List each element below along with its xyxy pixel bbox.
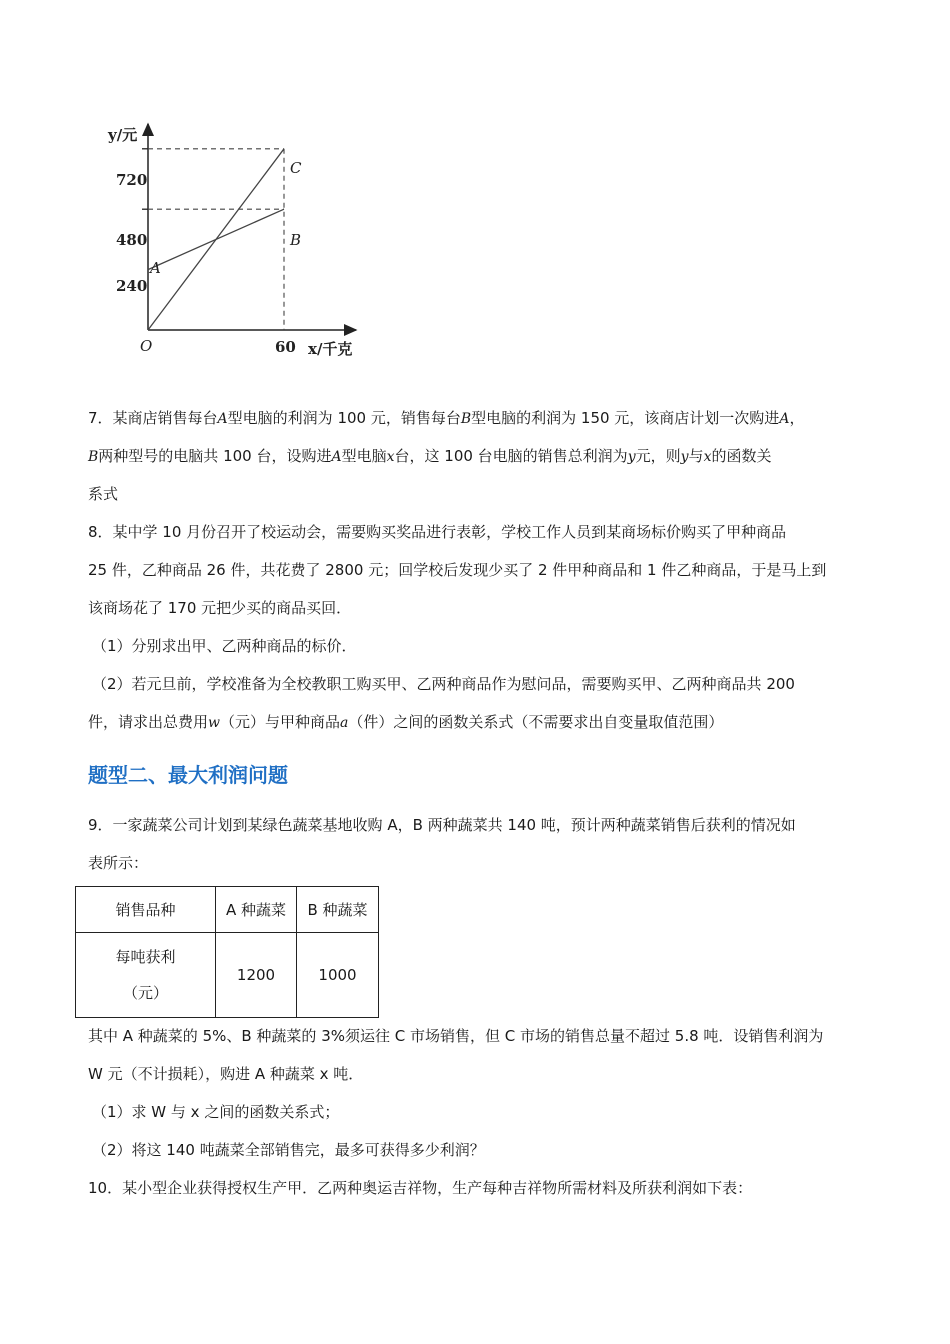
q7-text: 元，则	[635, 447, 681, 465]
q9-line-3: 其中 A 种蔬菜的 5%、B 种蔬菜的 3%须运往 C 市场销售，但 C 市场的销售总量不超过 5.8 吨．设销售利润为	[88, 1027, 824, 1045]
q7-text: 两种型号的电脑共 100 台，设购进	[98, 447, 332, 465]
var-a: A	[217, 411, 228, 427]
q7-line-2	[88, 446, 771, 467]
var-w: w	[208, 715, 220, 731]
var-a: A	[779, 411, 790, 427]
x-tick-60: 60	[275, 338, 296, 356]
series-lines	[148, 149, 284, 330]
y-tick-720: 720	[116, 171, 148, 189]
x-axis-label: x/千克	[308, 340, 353, 358]
q8-line-3: 该商场花了 170 元把少买的商品买回．	[88, 599, 352, 617]
origin-label: O	[140, 337, 153, 355]
q7-text: 的函数关	[711, 447, 772, 465]
table-row	[76, 933, 379, 1018]
q8-part-1: （1）分别求出甲、乙两种商品的标价．	[92, 637, 357, 655]
dashed-guides	[142, 149, 284, 330]
point-b-label: B	[290, 231, 302, 249]
table-row	[76, 887, 379, 933]
q8-text: 件，请求出总费用	[88, 713, 209, 731]
var-x: x	[703, 449, 712, 465]
q7-text: ，	[789, 409, 805, 427]
q7-text: 型电脑的利润为 100 元，销售每台	[227, 409, 461, 427]
q7-text: 台，这 100 台电脑的销售总利润为	[394, 447, 628, 465]
y-axis-label: y/元	[108, 126, 138, 144]
row-label-line: 每吨获利	[115, 948, 176, 966]
q7-line-3: 系式	[88, 485, 119, 503]
q9-line-2: 表所示：	[88, 854, 149, 872]
table-cell: 1200	[216, 933, 297, 1018]
q9-part-2: （2）将这 140 吨蔬菜全部销售完，最多可获得多少利润？	[92, 1141, 485, 1159]
q7-text: 7．某商店销售每台	[88, 409, 218, 427]
profit-table	[75, 886, 379, 1018]
q9-line-1: 9．一家蔬菜公司计划到某绿色蔬菜基地收购 A，B 两种蔬菜共 140 吨，预计两种蔬菜销售后获利的情况如	[88, 816, 796, 834]
table-cell: 1000	[297, 933, 379, 1018]
q8-part-2-cont	[88, 712, 723, 733]
q7-text: 型电脑	[341, 447, 387, 465]
var-b: B	[88, 449, 99, 465]
y-tick-240: 240	[116, 277, 148, 295]
q9-line-4: W 元（不计损耗），购进 A 种蔬菜 x 吨．	[88, 1065, 364, 1083]
row-label-unit: （元）	[122, 984, 168, 1002]
q8-text: （元）与甲种商品	[220, 713, 341, 731]
q8-part-2: （2）若元旦前，学校准备为全校教职工购买甲、乙两种商品作为慰问品，需要购买甲、乙两种商品共 200	[92, 675, 795, 693]
var-b: B	[460, 411, 472, 427]
table-header-cell: A 种蔬菜	[216, 887, 297, 933]
q10-line-1: 10．某小型企业获得授权生产甲．乙两种奥运吉祥物，生产每种吉祥物所需材料及所获利润如下表：	[88, 1179, 753, 1197]
var-y: y	[680, 449, 689, 465]
y-tick-480: 480	[116, 231, 148, 249]
q8-line-2: 25 件，乙种商品 26 件，共花费了 2800 元；回学校后发现少买了 2 件甲种商品和 1 件乙种商品，于是马上到	[88, 561, 827, 579]
var-a: A	[331, 449, 342, 465]
var-y: y	[627, 449, 636, 465]
q7-text: 与	[688, 447, 704, 465]
table-row-label	[76, 933, 216, 1018]
q7-line-1	[88, 408, 804, 429]
table-header-cell: 销售品种	[76, 887, 216, 933]
var-x: x	[386, 449, 395, 465]
table-header-cell: B 种蔬菜	[297, 887, 379, 933]
q8-text: （件）之间的函数关系式（不需要求出自变量取值范围）	[348, 713, 724, 731]
q8-line-1: 8．某中学 10 月份召开了校运动会，需要购买奖品进行表彰，学校工作人员到某商场标价购买了甲种商品	[88, 523, 787, 541]
point-a-label: A	[150, 259, 161, 277]
var-a: a	[340, 715, 349, 731]
point-c-label: C	[290, 159, 302, 177]
line-segment-oc	[148, 149, 284, 330]
q9-part-1: （1）求 W 与 x 之间的函数关系式；	[92, 1103, 340, 1121]
section-heading: 题型二、最大利润问题	[88, 763, 288, 787]
q7-text: 型电脑的利润为 150 元，该商店计划一次购进	[471, 409, 780, 427]
function-graph	[100, 118, 370, 368]
